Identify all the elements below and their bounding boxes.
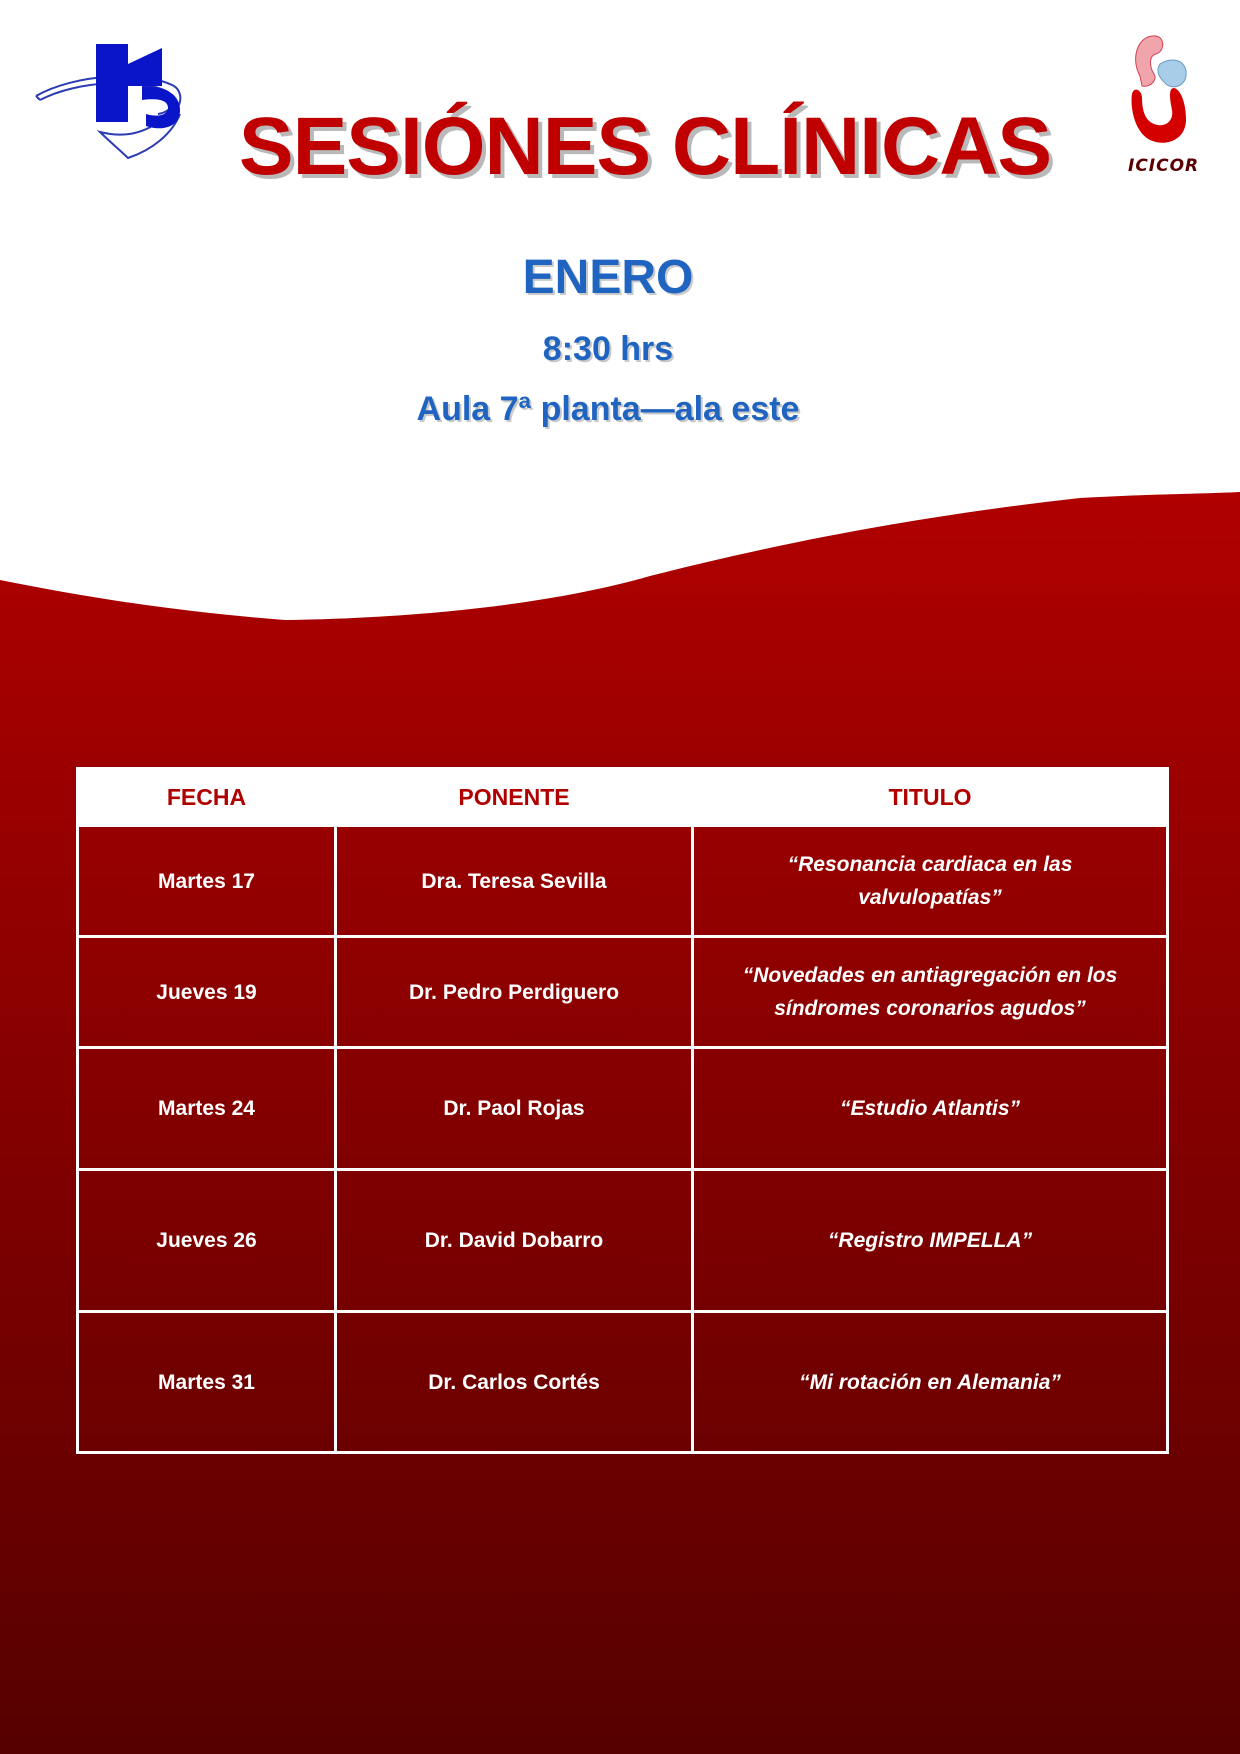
table-header-row [78, 769, 1168, 826]
session-speaker: Dra. Teresa Sevilla [336, 826, 693, 937]
session-date: Jueves 19 [78, 937, 336, 1048]
table-row [78, 937, 1168, 1048]
session-time: 8:30 hrs [542, 330, 674, 368]
session-title: “Resonancia cardiaca en las valvulopatías” [693, 826, 1168, 937]
session-speaker: Dr. Pedro Perdiguero [336, 937, 693, 1048]
table-row [78, 1048, 1168, 1170]
month-heading: ENERO [522, 251, 694, 304]
table-row [78, 1170, 1168, 1312]
table-row [78, 1312, 1168, 1453]
session-speaker: Dr. Carlos Cortés [336, 1312, 693, 1453]
session-date: Martes 17 [78, 826, 336, 937]
page-title: SESIÓNES CLÍNICAS [238, 101, 1052, 192]
session-title: “Mi rotación en Alemania” [693, 1312, 1168, 1453]
column-header-titulo: TITULO [693, 769, 1168, 826]
session-title: “Registro IMPELLA” [693, 1170, 1168, 1312]
session-title: “Estudio Atlantis” [693, 1048, 1168, 1170]
session-date: Martes 24 [78, 1048, 336, 1170]
session-date: Jueves 26 [78, 1170, 336, 1312]
column-header-fecha: FECHA [78, 769, 336, 826]
table-row [78, 826, 1168, 937]
session-location: Aula 7ª planta—ala este [416, 390, 800, 428]
column-header-ponente: PONENTE [336, 769, 693, 826]
icicor-logo-text: ICICOR [1128, 156, 1200, 176]
session-speaker: Dr. Paol Rojas [336, 1048, 693, 1170]
sessions-table [76, 767, 1169, 1454]
session-date: Martes 31 [78, 1312, 336, 1453]
session-speaker: Dr. David Dobarro [336, 1170, 693, 1312]
session-title: “Novedades en antiagregación en los síndromes coronarios agudos” [693, 937, 1168, 1048]
